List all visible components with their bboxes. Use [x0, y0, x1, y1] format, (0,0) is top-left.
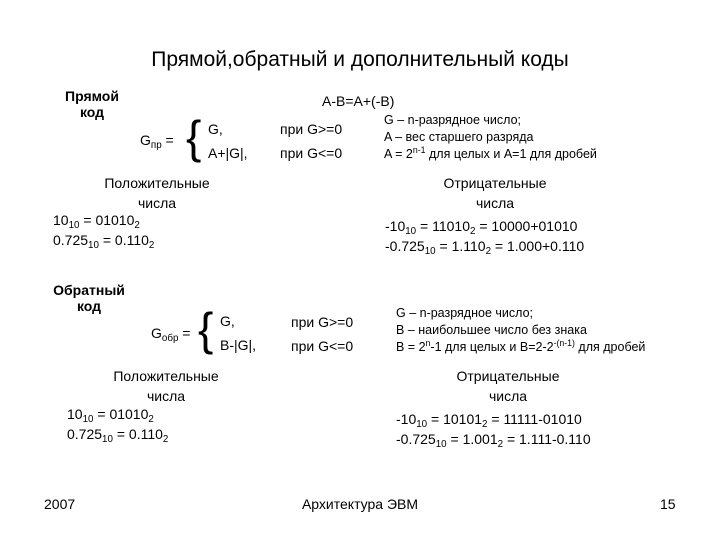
direct-negative-example-2: $-0.725_{10} = 1.110_2 = 1.000+0.110$: [385, 238, 585, 257]
inverse-positive-example-1: $10_{10} = 01010_2$: [67, 406, 154, 425]
inverse-brace-icon: {: [198, 303, 214, 355]
direct-brace-icon: {: [186, 111, 202, 163]
direct-note2: A – вес старшего разряда: [384, 130, 534, 144]
inverse-cond1: при G>=0: [291, 314, 354, 330]
direct-negative-example-1: $-10_{10} = 11010_2 = 10000+01010$: [385, 218, 578, 237]
direct-positive-label: Положительные числа: [104, 175, 210, 211]
footer-course: Архитектура ЭВМ: [301, 496, 419, 512]
direct-formula: A-B=A+(-B): [322, 93, 395, 109]
direct-positive-example-2: $0.725_{10} = 0.110_2$: [53, 232, 155, 251]
inverse-note2: B – наибольшее число без знака: [396, 323, 587, 337]
direct-code-heading: Прямой код: [65, 88, 119, 120]
footer-page-number: 15: [660, 496, 676, 512]
inverse-negative-example-1: $-10_{10} = 10101_2 = 11111-01010$: [396, 411, 582, 430]
inverse-positive-label: Положительные числа: [113, 368, 219, 404]
direct-positive-example-1: $10_{10} = 01010_2$: [53, 212, 140, 231]
inverse-cond2: при G<=0: [291, 338, 354, 354]
inverse-case2: B-|G|,: [220, 337, 257, 353]
direct-note3: $A = 2^{n-1}$ для целых и A=1 для дробей: [384, 145, 597, 161]
inverse-code-heading: Обратный код: [53, 282, 125, 314]
inverse-negative-label: Отрицательные числа: [456, 368, 560, 404]
direct-note1: G – n-разрядное число;: [384, 113, 521, 127]
footer-year: 2007: [44, 496, 76, 512]
page-title: Прямой,обратный и дополнительный коды: [151, 48, 569, 71]
direct-negative-label: Отрицательные числа: [443, 175, 547, 211]
inverse-case1: G,: [220, 313, 235, 329]
direct-case1: G,: [208, 121, 223, 137]
inverse-negative-example-2: $-0.725_{10} = 1.001_2 = 1.111-0.110$: [396, 431, 591, 450]
direct-cond1: при G>=0: [280, 121, 343, 137]
direct-case2: A+|G|,: [208, 145, 248, 161]
inverse-positive-example-2: $0.725_{10} = 0.110_2$: [67, 426, 169, 445]
direct-cond2: при G<=0: [280, 145, 343, 161]
inverse-note3: $B = 2^n-1$ для целых и $B=2-2^{-(n-1)}$ для дробей: [396, 338, 646, 354]
inverse-g-label: $G_{обр}$ =: [151, 325, 191, 344]
direct-g-label: $G_{пр}$ =: [140, 132, 174, 151]
inverse-note1: G – n-разрядное число;: [396, 306, 533, 320]
